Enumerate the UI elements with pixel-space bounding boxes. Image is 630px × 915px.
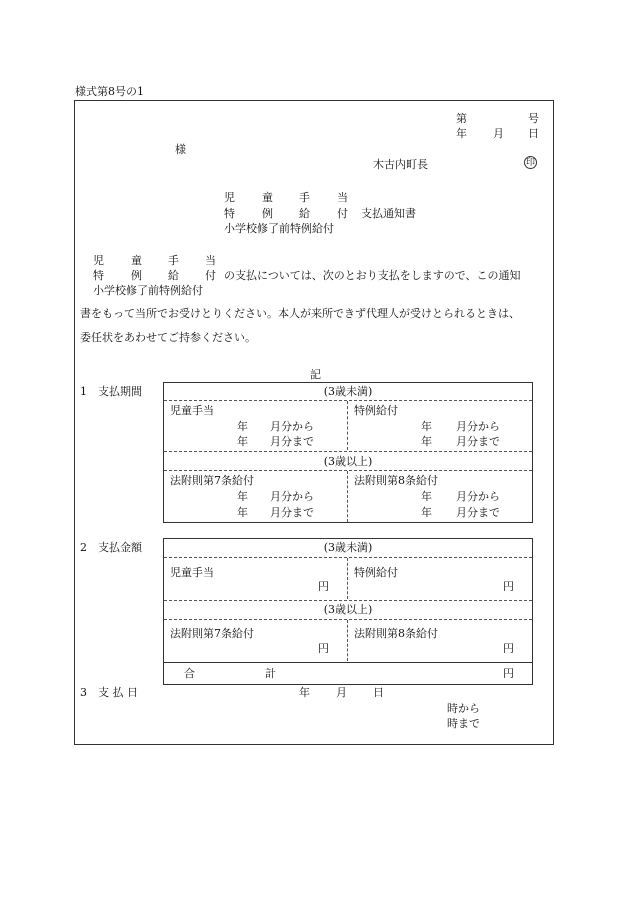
section1-divider [164, 400, 532, 401]
body-stack2-char-2: 例 [131, 269, 142, 282]
number-dai: 第 [456, 112, 467, 125]
section1-divider [164, 451, 532, 452]
date-month: 月 [493, 127, 504, 140]
title-1-char-2: 童 [262, 191, 273, 204]
s1-d-from: 月分から [456, 490, 500, 503]
title-2-char-1: 特 [224, 207, 235, 220]
title-line-3: 小学校修了前特例給付 [224, 222, 334, 235]
section2-divider [164, 557, 532, 558]
s2-c-yen: 円 [318, 642, 329, 655]
section1-under3-header: (3歳未満) [323, 385, 373, 398]
body-stack1-char-3: 手 [168, 254, 179, 267]
s1-c-year: 年 [237, 506, 248, 519]
s1-b-year: 年 [421, 420, 432, 433]
s2-b-title: 特例給付 [354, 566, 398, 579]
s3-day: 日 [373, 686, 384, 699]
section1-divider [347, 471, 348, 522]
s1-d-title: 法附則第8条給付 [354, 474, 438, 487]
date-year: 年 [456, 127, 467, 140]
body-line-2: 書をもって当所でお受けとりください。本人が来所できず代理人が受けとられるときは、 [80, 307, 520, 320]
body-stack1-char-4: 当 [205, 254, 216, 267]
section1-divider [347, 401, 348, 450]
s2-d-title: 法附則第8条給付 [354, 627, 438, 640]
s1-c-year: 年 [237, 490, 248, 503]
body-line-1-tail: の支払については、次のとおり支払をしますので、この通知 [224, 269, 521, 282]
s1-c-from: 月分から [270, 490, 314, 503]
number-go: 号 [528, 112, 539, 125]
section3-label: 3 支 払 日 [80, 686, 138, 699]
section2-divider [347, 620, 348, 661]
section2-divider [164, 662, 532, 663]
body-line-3: 委任状をあわせてご持参ください。 [80, 331, 256, 344]
body-stack1-char-2: 童 [131, 254, 142, 267]
s2-a-title: 児童手当 [170, 566, 214, 579]
s2-d-yen: 円 [503, 642, 514, 655]
section2-divider [347, 558, 348, 599]
s1-a-year: 年 [237, 435, 248, 448]
body-stack3: 小学校修了前特例給付 [93, 284, 203, 297]
section1-label: 1 支払期間 [80, 385, 142, 398]
title-2-char-2: 例 [262, 207, 273, 220]
s3-until: 時まで [447, 717, 480, 730]
s1-b-title: 特例給付 [354, 404, 398, 417]
s1-b-until: 月分まで [456, 435, 500, 448]
s2-b-yen: 円 [503, 580, 514, 593]
seal-mark: 印 [525, 158, 535, 168]
section2-under3-header: (3歳未満) [323, 541, 373, 554]
s1-c-until: 月分まで [270, 506, 314, 519]
s3-from: 時から [447, 702, 480, 715]
addressee-suffix: 様 [175, 143, 186, 156]
s1-a-year: 年 [237, 420, 248, 433]
section1-over3-header: (3歳以上) [323, 455, 373, 468]
issuer-name: 木古内町長 [373, 158, 428, 171]
s1-b-year: 年 [421, 435, 432, 448]
body-stack2-char-1: 特 [93, 269, 104, 282]
date-day: 日 [528, 127, 539, 140]
s1-a-from: 月分から [270, 420, 314, 433]
total-char-1: 合 [184, 667, 195, 680]
total-yen: 円 [503, 667, 514, 680]
s1-c-title: 法附則第7条給付 [170, 474, 254, 487]
body-stack1-char-1: 児 [93, 254, 104, 267]
section2-divider [164, 600, 532, 601]
title-suffix: 支払通知書 [361, 207, 416, 220]
section2-over3-header: (3歳以上) [323, 603, 373, 616]
s1-d-year: 年 [421, 490, 432, 503]
title-2-char-3: 給 [299, 207, 310, 220]
s1-a-title: 児童手当 [170, 404, 214, 417]
s3-month: 月 [336, 686, 347, 699]
body-stack2-char-3: 給 [168, 269, 179, 282]
s3-year: 年 [299, 686, 310, 699]
section2-label: 2 支払金額 [80, 541, 142, 554]
s2-a-yen: 円 [318, 580, 329, 593]
total-char-2: 計 [265, 667, 276, 680]
s1-a-until: 月分まで [270, 435, 314, 448]
ki-heading: 記 [310, 368, 321, 381]
title-1-char-1: 児 [224, 191, 235, 204]
title-1-char-3: 手 [299, 191, 310, 204]
title-2-char-4: 付 [337, 207, 348, 220]
section1-divider [164, 470, 532, 471]
s1-d-year: 年 [421, 506, 432, 519]
form-code: 様式第8号の1 [75, 85, 144, 98]
s1-b-from: 月分から [456, 420, 500, 433]
body-stack2-char-4: 付 [205, 269, 216, 282]
title-1-char-4: 当 [337, 191, 348, 204]
s1-d-until: 月分まで [456, 506, 500, 519]
s2-c-title: 法附則第7条給付 [170, 627, 254, 640]
section2-divider [164, 619, 532, 620]
